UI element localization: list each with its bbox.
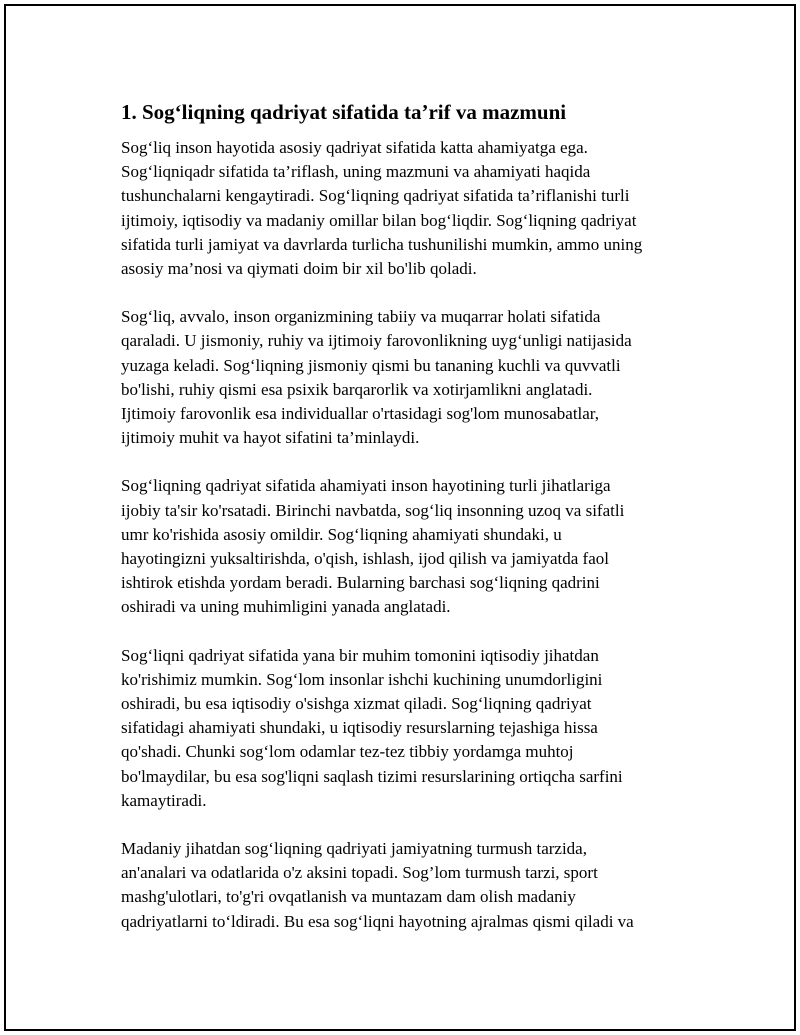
paragraph-5 [121,837,696,934]
text-line: sifatida turli jamiyat va davrlarda turlicha tushunilishi mumkin, ammo uning [121,234,643,254]
document-page [4,4,796,1031]
paragraph-1 [121,136,696,281]
text-line: asosiy ma’nosi va qiymati doim bir xil bo'lib qoladi. [121,259,477,279]
section-heading: 1. Sog‘liqning qadriyat sifatida ta’rif va mazmuni [121,100,567,124]
text-line: Sog‘liq, avvalo, inson organizmining tabiiy va muqarrar holati sifatida [121,307,601,327]
text-line: ijtimoiy muhit va hayot sifatini ta’minlaydi. [121,428,420,448]
text-line: yuzaga keladi. Sog‘liqning jismoniy qismi bu tananing kuchli va quvvatli [121,355,621,375]
text-line: Ijtimoiy farovonlik esa individuallar o'rtasidagi sog'lom munosabatlar, [121,404,600,424]
text-line: qaraladi. U jismoniy, ruhiy va ijtimoiy farovonlikning uyg‘unligi natijasida [121,331,632,351]
text-line: umr ko'rishida asosiy omildir. Sog‘liqning ahamiyati shundaki, u [121,524,562,544]
text-line: mashg'ulotlari, to'g'ri ovqatlanish va muntazam dam olish madaniy [121,887,576,907]
text-line: hayotingizni yuksaltirishda, o'qish, ishlash, ijod qilish va jamiyatda faol [121,549,609,569]
paragraph-2 [121,305,696,450]
text-line: ijobiy ta'sir ko'rsatadi. Birinchi navbatda, sog‘liq insonning uzoq va sifatli [121,500,625,520]
text-line: Sog‘liqni qadriyat sifatida yana bir muhim tomonini iqtisodiy jihatdan [121,645,599,665]
text-line: ishtirok etishda yordam beradi. Bularning barchasi sog‘liqning qadrini [121,573,600,593]
document-body [121,98,696,958]
paragraph-4 [121,644,696,813]
text-line: sifatidagi ahamiyati shundaki, u iqtisodiy resurslarning tejashiga hissa [121,718,598,738]
text-line: bo'lmaydilar, bu esa sog'liqni saqlash tizimi resurslarining ortiqcha sarfini [121,766,623,786]
text-line: bo'lishi, ruhiy qismi esa psixik barqarorlik va xotirjamlikni anglatadi. [121,379,593,399]
text-line: ko'rishimiz mumkin. Sog‘lom insonlar ishchi kuchining unumdorligini [121,669,603,689]
paragraph-3 [121,474,696,619]
text-line: ijtimoiy, iqtisodiy va madaniy omillar bilan bog‘liqdir. Sog‘liqning qadriyat [121,210,637,230]
text-line: qo'shadi. Chunki sog‘lom odamlar tez-tez tibbiy yordamga muhtoj [121,742,574,762]
text-line: tushunchalarni kengaytiradi. Sog‘liqning qadriyat sifatida ta’riflanishi turli [121,186,630,206]
text-line: Sog‘liqniqadr sifatida ta’riflash, uning mazmuni va ahamiyati haqida [121,162,591,182]
text-line: Sog‘liq inson hayotida asosiy qadriyat sifatida katta ahamiyatga ega. [121,138,588,157]
text-line: Madaniy jihatdan sog‘liqning qadriyati jamiyatning turmush tarzida, [121,839,587,859]
text-line: oshiradi va uning muhimligini yanada anglatadi. [121,597,451,617]
text-line: an'analari va odatlarida o'z aksini topadi. Sog’lom turmush tarzi, sport [121,863,598,883]
text-line: kamaytiradi. [121,790,207,810]
text-line: Sog‘liqning qadriyat sifatida ahamiyati inson hayotining turli jihatlariga [121,476,611,496]
text-line: oshiradi, bu esa iqtisodiy o'sishga xizmat qiladi. Sog‘liqning qadriyat [121,694,592,714]
text-line: qadriyatlarni to‘ldiradi. Bu esa sog‘liqni hayotning ajralmas qismi qiladi va [121,911,634,931]
